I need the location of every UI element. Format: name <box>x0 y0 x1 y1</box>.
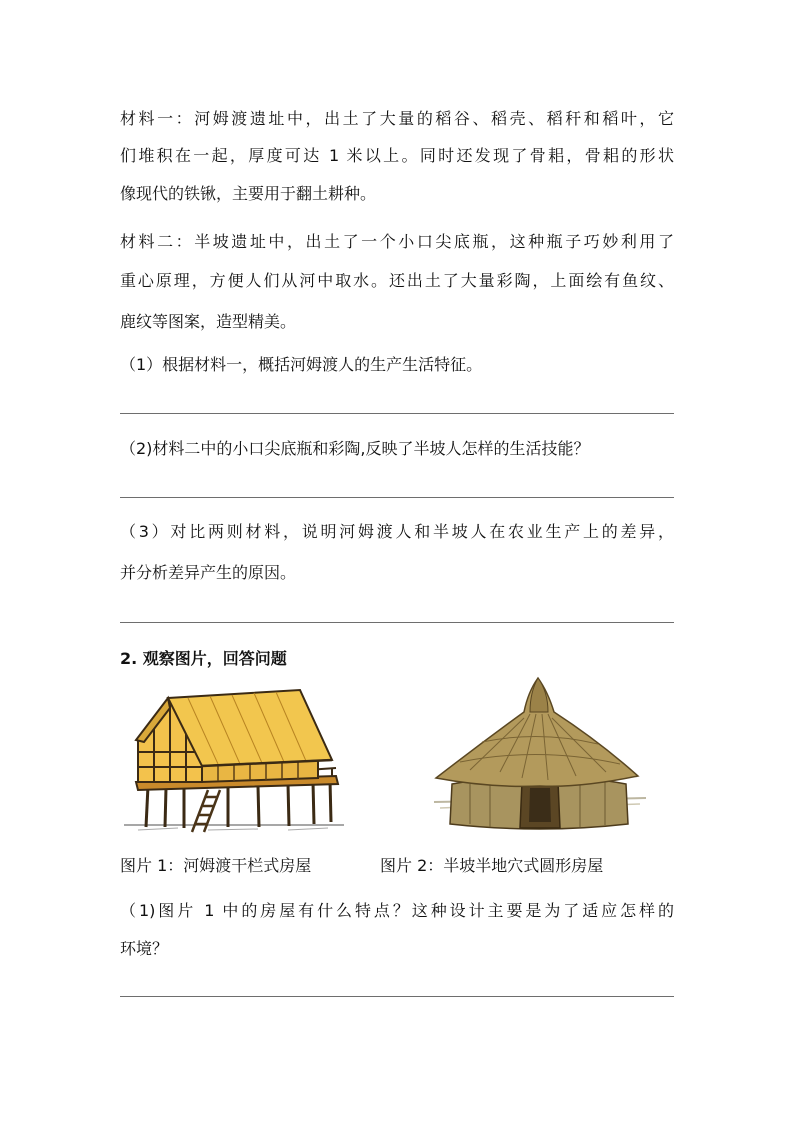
stilt-house-illustration <box>118 682 350 834</box>
question-3-line-1: （3）对比两则材料，说明河姆渡人和半坡人在农业生产上的差异， <box>120 522 674 541</box>
question-1: （1）根据材料一，概括河姆渡人的生产生活特征。 <box>120 355 483 374</box>
section-2-question-1-line-2: 环境？ <box>120 939 169 958</box>
question-3-line-2: 并分析差异产生的原因。 <box>120 563 297 582</box>
section-2-title: 2. 观察图片，回答问题 <box>120 649 287 668</box>
material2-line-3: 鹿纹等图案，造型精美。 <box>120 312 297 331</box>
figure-2-caption: 图片 2：半坡半地穴式圆形房屋 <box>380 856 604 875</box>
figure-1-caption: 图片 1：河姆渡干栏式房屋 <box>120 856 312 875</box>
answer-line-3[interactable] <box>120 622 674 623</box>
section-2-question-1-line-1: （1)图片 1 中的房屋有什么特点？这种设计主要是为了适应怎样的 <box>120 901 674 920</box>
question-2: （2)材料二中的小口尖底瓶和彩陶,反映了半坡人怎样的生活技能？ <box>120 439 590 458</box>
material2-line-2: 重心原理，方便人们从河中取水。还出土了大量彩陶，上面绘有鱼纹、 <box>120 271 674 290</box>
answer-line-1[interactable] <box>120 413 674 414</box>
material1-line-2: 们堆积在一起，厚度可达 1 米以上。同时还发现了骨耜，骨耜的形状 <box>120 146 674 165</box>
material2-line-1: 材料二：半坡遗址中，出土了一个小口尖底瓶，这种瓶子巧妙利用了 <box>120 232 674 251</box>
material1-line-3: 像现代的铁锹，主要用于翻土耕种。 <box>120 184 377 203</box>
answer-line-2[interactable] <box>120 497 674 498</box>
material1-line-1: 材料一：河姆渡遗址中，出土了大量的稻谷、稻壳、稻秆和稻叶，它 <box>120 109 674 128</box>
answer-line-4[interactable] <box>120 996 674 997</box>
round-hut-illustration <box>430 672 650 834</box>
